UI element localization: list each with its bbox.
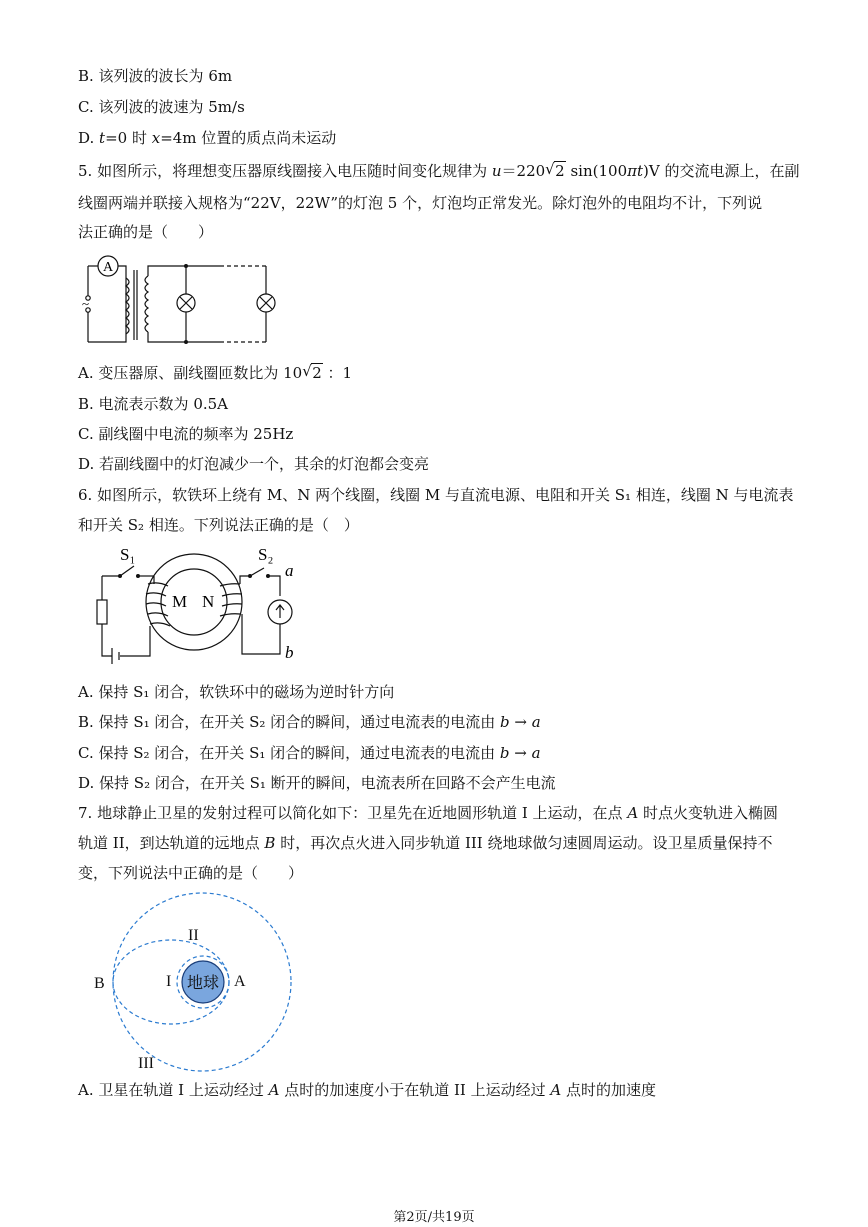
terminal-b-label: b <box>285 643 294 662</box>
q7-stem-line3: 变，下列说法中正确的是（ ） <box>78 864 304 882</box>
q6-option-d: D. 保持 S₂ 闭合，在开关 S₁ 断开的瞬间，电流表所在回路不会产生电流 <box>78 774 556 792</box>
ammeter-label: A <box>102 260 114 275</box>
point-b-label: B <box>94 975 105 992</box>
coil-n-label: N <box>202 592 215 611</box>
q4-option-d: D. t=0 时 x=4m 位置的质点尚未运动 <box>78 129 337 147</box>
q7-stem-line2: 轨道 II，到达轨道的远地点 B 时，再次点火进入同步轨道 III 绕地球做匀速圆周运动。设卫星质量保持不 <box>78 834 773 852</box>
terminal-a-label: a <box>285 561 294 580</box>
q5-option-a: A. 变压器原、副线圈匝数比为 10√ 2 ：1 <box>78 363 352 383</box>
iron-ring-inner <box>161 569 227 635</box>
transformer-circuit-diagram <box>78 250 278 350</box>
q7-stem-line1: 7. 地球静止卫星的发射过程可以简化如下：卫星先在近地圆形轨道 I 上运动，在点 A 时点火变轨进入椭圆 <box>78 804 778 822</box>
coil-m-label: M <box>172 592 188 611</box>
point-a-label: A <box>234 973 246 990</box>
q5-option-b: B. 电流表示数为 0.5A <box>78 395 229 413</box>
q4-option-c: C. 该列波的波速为 5m/s <box>78 98 245 116</box>
q6-option-a: A. 保持 S₁ 闭合，软铁环中的磁场为逆时针方向 <box>78 683 395 701</box>
switch-s1-label: S₁ <box>120 545 136 564</box>
orbit-iii-label: III <box>138 1055 154 1072</box>
q5-stem-line1: 5. 如图所示，将理想变压器原线圈接入电压随时间变化规律为 u＝220√ 2 sin(100πt)V 的交流电源上，在副 <box>78 161 799 181</box>
q6-option-b: B. 保持 S₁ 闭合，在开关 S₂ 闭合的瞬间，通过电流表的电流由 b → a <box>78 713 541 731</box>
satellite-orbit-diagram <box>84 890 300 1074</box>
q6-stem-line1: 6. 如图所示，软铁环上绕有 M、N 两个线圈，线圈 M 与直流电源、电阻和开关 S₁ 相连，线圈 N 与电流表 <box>78 486 794 504</box>
earth-label: 地球 <box>186 975 220 992</box>
q6-stem-line2: 和开关 S₂ 相连。下列说法正确的是（ ） <box>78 516 359 534</box>
q5-stem-line2: 线圈两端并联接入规格为“22V，22W”的灯泡 5 个，灯泡均正常发光。除灯泡外的电阻均不计，下列说 <box>78 194 763 212</box>
switch-s2-label: S₂ <box>258 545 274 564</box>
q5-option-d: D. 若副线圈中的灯泡减少一个，其余的灯泡都会变亮 <box>78 455 430 473</box>
page-footer: 第2页/共19页 <box>393 1210 475 1225</box>
iron-ring-coils-diagram <box>92 544 312 668</box>
resistor-symbol <box>97 600 107 624</box>
q7-option-a: A. 卫星在轨道 I 上运动经过 A 点时的加速度小于在轨道 II 上运动经过 A 点时的加速度 <box>78 1081 657 1099</box>
q6-option-c: C. 保持 S₂ 闭合，在开关 S₁ 闭合的瞬间，通过电流表的电流由 b → a <box>78 744 541 762</box>
q5-stem-line3: 法正确的是（ ） <box>78 223 214 241</box>
ac-source-symbol: ~ <box>82 296 90 311</box>
orbit-i-label: I <box>166 973 172 990</box>
orbit-ii-label: II <box>188 927 199 944</box>
q5-option-c: C. 副线圈中电流的频率为 25Hz <box>78 425 294 443</box>
q4-option-b: B. 该列波的波长为 6m <box>78 67 233 85</box>
